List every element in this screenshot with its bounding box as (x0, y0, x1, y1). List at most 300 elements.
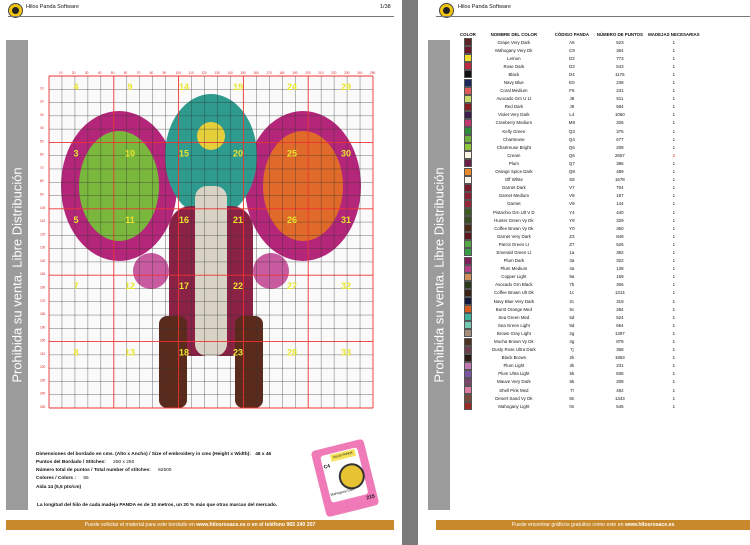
color-name: Coffee Brown Vy Dk (494, 225, 534, 231)
brand-name-right: Hilos Panda Software (458, 4, 511, 10)
row-number: 150 (40, 272, 46, 277)
block-number: 5 (73, 214, 79, 225)
color-swatch (464, 273, 472, 281)
color-points: 879 (616, 339, 624, 345)
color-swatch-cell (458, 337, 478, 345)
color-code: D3 (569, 63, 575, 69)
color-code: 7b (569, 282, 575, 288)
color-code: V7 (569, 185, 575, 191)
row-number: 120 (40, 232, 46, 237)
color-name: Plum Light (503, 363, 525, 369)
color-points: 208 (616, 379, 624, 385)
column-number: 110 (188, 71, 194, 75)
block-number: 25 (286, 148, 298, 159)
table-row (458, 362, 702, 370)
color-swatch (464, 305, 472, 313)
block-number: 10 (124, 148, 136, 159)
color-table-body (458, 38, 702, 410)
block-number: 17 (178, 281, 190, 292)
left-leg (159, 316, 190, 408)
color-skeins: 1 (672, 363, 676, 369)
color-code: J8 (569, 96, 575, 102)
info-stitches (36, 460, 134, 465)
color-swatch (464, 248, 472, 256)
color-swatch-cell (458, 216, 478, 224)
color-name: Black Brown (501, 355, 527, 361)
table-row (458, 103, 702, 111)
colors-label: Colores / Colors : (36, 476, 76, 481)
color-code: D2 (569, 55, 575, 61)
row-number: 180 (40, 312, 46, 317)
info-aida (36, 485, 81, 490)
row-number: 20 (40, 99, 44, 104)
row-number: 230 (40, 378, 46, 383)
color-skeins: 1 (672, 169, 676, 175)
color-points: 1343 (614, 395, 625, 401)
color-swatch-cell (458, 273, 478, 281)
color-swatch-cell (458, 386, 478, 394)
color-swatch-cell (458, 151, 478, 159)
table-row (458, 265, 702, 273)
color-points: 159 (616, 274, 624, 280)
info-dimensions (36, 452, 271, 457)
color-points: 1953 (614, 355, 625, 361)
color-swatch-cell (458, 135, 478, 143)
color-table (458, 30, 702, 410)
column-number: 150 (240, 71, 246, 75)
color-name: Kelly Green (502, 128, 526, 134)
color-name: Plum Ultra Light (498, 371, 530, 377)
block-number: 24 (286, 82, 298, 92)
column-number: 100 (175, 71, 181, 75)
color-points: 489 (616, 169, 624, 175)
color-skeins: 1 (672, 209, 676, 215)
block-number: 3 (73, 148, 79, 159)
block-number: 16 (178, 214, 190, 225)
row-number: 170 (40, 298, 46, 303)
color-code: 3k (569, 363, 575, 369)
color-name: Coffee Brown Ult Dk (494, 290, 534, 296)
color-swatch (464, 38, 472, 46)
column-number: 30 (84, 71, 89, 75)
color-swatch-cell (458, 119, 478, 127)
color-points: 231 (616, 88, 624, 94)
color-swatch (464, 297, 472, 305)
color-points: 208 (616, 144, 624, 150)
color-swatch-cell (458, 95, 478, 103)
color-skeins: 1 (672, 88, 676, 94)
color-swatch (464, 281, 472, 289)
row-number: 30 (40, 112, 44, 117)
color-swatch (464, 321, 472, 329)
block-number: 9 (127, 82, 133, 92)
color-points: 358 (616, 347, 624, 353)
color-name: Sea Green Med (498, 314, 530, 320)
block-number: 28 (286, 347, 298, 358)
color-skeins: 1 (672, 347, 676, 353)
table-row (458, 70, 702, 78)
color-points: 138 (616, 266, 624, 272)
column-number: 70 (136, 71, 141, 75)
column-number: 40 (97, 71, 102, 75)
color-skeins: 1 (672, 96, 676, 102)
color-points: 375 (616, 128, 624, 134)
table-row (458, 305, 702, 313)
color-swatch-cell (458, 208, 478, 216)
table-row (458, 289, 702, 297)
skein-card-inner (320, 447, 368, 503)
color-swatch-cell (458, 265, 478, 273)
color-points: 524 (616, 314, 624, 320)
skein-color-name: Mahogany Dark (330, 487, 356, 497)
color-name: Cream (507, 152, 521, 158)
color-points: 364 (616, 47, 624, 53)
color-code: Z3 (569, 233, 575, 239)
block-number: 19 (232, 82, 244, 92)
color-swatch (464, 184, 472, 192)
table-row (458, 184, 702, 192)
color-name: Red Dark (504, 104, 524, 110)
row-number: 200 (40, 338, 46, 343)
table-row (458, 297, 702, 305)
col-skeins: MADEJAS NECESARIAS (648, 31, 700, 37)
table-row (458, 119, 702, 127)
color-swatch-cell (458, 321, 478, 329)
color-swatch (464, 135, 472, 143)
column-number: 220 (331, 71, 337, 75)
color-code: Q8 (568, 169, 575, 175)
header-divider-right (436, 16, 750, 17)
column-number: 240 (357, 71, 363, 75)
table-row (458, 224, 702, 232)
table-row (458, 38, 702, 46)
color-swatch-cell (458, 111, 478, 119)
color-swatch (464, 79, 472, 87)
color-swatch-cell (458, 176, 478, 184)
color-swatch (464, 338, 472, 346)
color-name: Desert Sand Vy Dk (495, 395, 533, 401)
color-swatch (464, 54, 472, 62)
table-row (458, 257, 702, 265)
color-points: 492 (616, 387, 624, 393)
color-skeins: 1 (672, 266, 676, 272)
color-table-page (418, 0, 750, 545)
table-row (458, 337, 702, 345)
color-skeins: 1 (672, 47, 676, 53)
color-name: Avocado Grn U Lt (496, 96, 532, 102)
color-code: 7l (570, 387, 574, 393)
color-name: Navy Blue (503, 80, 524, 86)
table-row (458, 248, 702, 256)
block-number: 30 (340, 148, 352, 159)
row-number: 70 (40, 165, 44, 170)
table-row (458, 216, 702, 224)
color-name: Mocha Brown Vy Dk (494, 339, 534, 345)
column-number: 90 (162, 71, 167, 75)
color-skeins: 1 (672, 136, 676, 142)
color-name: Pistachio Grn Ult V D (493, 209, 535, 215)
color-skeins: 1 (672, 274, 676, 280)
table-row (458, 232, 702, 240)
color-name: Cranberry Medium (495, 120, 533, 126)
skein-tag: HILOS PANDA (330, 449, 356, 462)
color-skeins: 1 (672, 80, 676, 86)
color-points: 322 (616, 258, 624, 264)
color-points: 836 (616, 371, 624, 377)
color-code: M8 (568, 120, 575, 126)
color-skeins: 1 (672, 201, 676, 207)
color-name: Grape Very Dark (497, 39, 531, 45)
block-number: 12 (124, 281, 136, 292)
column-number: 120 (201, 71, 207, 75)
color-name: Avocado Grn Black (495, 282, 533, 288)
color-code: 8n (569, 395, 575, 401)
aida-label: Aida 14 (5,5 pts/cm) (36, 485, 82, 490)
color-code: 5d (569, 314, 575, 320)
footer-left (6, 520, 394, 530)
block-number: 33 (340, 347, 352, 358)
color-name: Black (508, 71, 520, 77)
color-code: E0 (569, 80, 575, 86)
color-points: 526 (616, 241, 624, 247)
thread-length-note: La longitud del hilo de cada madeja PANDA es de 10 metros, un 20 % más que otras marcas del mercado. (37, 503, 278, 508)
block-number: 11 (125, 214, 135, 225)
color-points: 440 (616, 209, 624, 215)
color-swatch-cell (458, 78, 478, 86)
col-color: COLOR (460, 31, 476, 37)
color-skeins: 1 (672, 249, 676, 255)
table-row (458, 200, 702, 208)
color-name: Hunter Green Vy Dk (494, 217, 534, 223)
color-skeins: 1 (672, 120, 676, 126)
color-name: Mahogany Very Dk (495, 47, 533, 53)
color-name: Plum Dark (503, 258, 525, 264)
sidebar-banner-right (428, 40, 450, 510)
color-swatch (464, 111, 472, 119)
color-swatch-cell (458, 329, 478, 337)
dimensions-label: Dimensiones del bordado en cms. (Alto x Ancho) / Size of embroidery in cms (Height x Width): (36, 452, 251, 457)
color-points: 543 (616, 63, 624, 69)
color-name: Navy Blue Very Dark (493, 298, 535, 304)
row-number: 220 (40, 365, 46, 370)
color-skeins: 1 (672, 217, 676, 223)
row-number: 10 (40, 86, 44, 91)
trunk (195, 186, 227, 356)
color-swatch (464, 224, 472, 232)
color-name: Dusty Rose Ultra Dark (492, 347, 536, 353)
color-swatch-cell (458, 103, 478, 111)
table-row (458, 346, 702, 354)
color-swatch (464, 143, 472, 151)
block-number: 8 (73, 347, 79, 358)
column-number: 200 (305, 71, 311, 75)
color-swatch-cell (458, 354, 478, 362)
table-row (458, 370, 702, 378)
table-row (458, 87, 702, 95)
color-name: Brown Gray Light (496, 330, 531, 336)
footer-left-link[interactable]: www.hilosrosace.es o en el teléfono 965 240 207 (196, 522, 316, 528)
color-swatch-cell (458, 248, 478, 256)
row-number: 130 (40, 245, 46, 250)
color-points: 1678 (614, 177, 625, 183)
color-code: 6k (569, 379, 575, 385)
color-skeins: 2 (672, 152, 676, 158)
table-row (458, 208, 702, 216)
color-swatch-cell (458, 38, 478, 46)
color-points: 523 (616, 39, 624, 45)
color-swatch (464, 127, 472, 135)
row-number: 140 (40, 258, 46, 263)
block-number: 27 (286, 281, 298, 292)
color-swatch-cell (458, 257, 478, 265)
block-number: 31 (340, 214, 352, 225)
color-swatch-cell (458, 62, 478, 70)
color-swatch (464, 402, 472, 410)
color-code: D4 (569, 71, 575, 77)
color-points: 392 (616, 249, 624, 255)
sidebar-text-right: Prohibida su venta. Libre Distribución (431, 167, 447, 383)
right-ear-inner (263, 131, 343, 241)
block-number: 13 (124, 347, 136, 358)
column-number: 250 (370, 71, 376, 75)
color-skeins: 1 (672, 339, 676, 345)
column-number: 50 (110, 71, 115, 75)
column-number: 230 (344, 71, 350, 75)
color-skeins: 1 (672, 403, 676, 409)
table-row (458, 168, 702, 176)
color-points: 677 (616, 136, 624, 142)
color-swatch (464, 103, 472, 111)
color-code: 5c (569, 306, 575, 312)
color-swatch-cell (458, 87, 478, 95)
color-name: Off White (504, 177, 523, 183)
color-points: 1176 (615, 71, 625, 77)
color-swatch-cell (458, 394, 478, 402)
color-code: 2c (569, 298, 575, 304)
color-swatch-cell (458, 240, 478, 248)
color-name: Coral Medium (500, 88, 528, 94)
colors-value: 55 (83, 476, 89, 481)
row-number: 190 (40, 325, 46, 330)
info-total (36, 468, 171, 473)
color-swatch (464, 46, 472, 54)
skein-code: C4 (323, 463, 331, 471)
brand-name: Hilos Panda Software (26, 4, 79, 10)
color-skeins: 1 (672, 193, 676, 199)
color-points: 284 (616, 306, 624, 312)
color-swatch-cell (458, 54, 478, 62)
color-swatch-cell (458, 370, 478, 378)
column-number: 210 (318, 71, 324, 75)
row-number: 40 (40, 126, 44, 131)
color-swatch (464, 159, 472, 167)
table-row (458, 273, 702, 281)
color-swatch (464, 354, 472, 362)
color-name: Plum (508, 160, 519, 166)
block-number: 21 (232, 214, 244, 225)
color-points: 386 (616, 160, 624, 166)
color-code: 2k (569, 355, 575, 361)
color-skeins: 1 (672, 112, 676, 118)
color-swatch (464, 168, 472, 176)
color-swatch (464, 95, 472, 103)
color-code: 2g (569, 330, 575, 336)
color-code: C9 (569, 47, 575, 53)
row-number: 80 (40, 179, 44, 184)
color-swatch (464, 192, 472, 200)
color-skeins: 1 (672, 71, 676, 77)
color-skeins: 1 (672, 241, 676, 247)
color-code: Y0 (569, 225, 575, 231)
column-number: 80 (149, 71, 154, 75)
color-swatch-cell (458, 346, 478, 354)
color-code: 4a (569, 266, 575, 272)
color-swatch (464, 346, 472, 354)
total-label: Número total de puntos / Total number of stitches: (36, 468, 151, 473)
color-code: Q6 (568, 152, 575, 158)
color-skeins: 1 (672, 379, 676, 385)
color-swatch-cell (458, 192, 478, 200)
color-swatch-cell (458, 297, 478, 305)
table-row (458, 143, 702, 151)
info-colors (36, 476, 89, 481)
color-swatch (464, 87, 472, 95)
color-swatch-cell (458, 184, 478, 192)
color-name: Rose Dark (503, 63, 525, 69)
block-number: 29 (340, 82, 352, 92)
color-table-header (458, 30, 702, 38)
column-number: 160 (253, 71, 259, 75)
column-number: 130 (214, 71, 220, 75)
table-row (458, 240, 702, 248)
color-skeins: 1 (672, 104, 676, 110)
row-number: 60 (40, 152, 44, 157)
color-skeins: 1 (672, 314, 676, 320)
row-number: 50 (40, 139, 44, 144)
table-row (458, 159, 702, 167)
total-value: 62500 (158, 468, 172, 473)
table-row (458, 354, 702, 362)
color-points: 704 (616, 185, 624, 191)
color-name: Orange Spice Dark (495, 169, 533, 175)
color-swatch (464, 362, 472, 370)
color-code: 0n (569, 403, 575, 409)
color-points: 773 (616, 55, 624, 61)
color-points: 1314 (614, 290, 625, 296)
table-row (458, 151, 702, 159)
color-swatch-cell (458, 159, 478, 167)
footer-right (436, 520, 750, 530)
footer-right-link[interactable]: www.hilosrosace.es (624, 522, 675, 528)
color-name: Parrot Green Lt (498, 241, 529, 247)
color-name: Lemon (507, 55, 521, 61)
col-code: CÓDIGO PANDA (554, 31, 590, 37)
color-points: 2657 (614, 152, 625, 158)
color-code: Z7 (569, 241, 575, 247)
color-swatch (464, 200, 472, 208)
table-row (458, 176, 702, 184)
color-swatch-cell (458, 289, 478, 297)
block-number: 18 (178, 347, 190, 358)
color-skeins: 1 (672, 306, 676, 312)
table-row (458, 386, 702, 394)
color-points: 584 (616, 104, 624, 110)
color-name: Burnt Orange Med (495, 306, 532, 312)
color-swatch-cell (458, 281, 478, 289)
color-skeins: 1 (672, 63, 676, 69)
footer-left-text: Puede solicitar el material para este bordado en (84, 522, 195, 528)
row-number: 90 (40, 192, 44, 197)
